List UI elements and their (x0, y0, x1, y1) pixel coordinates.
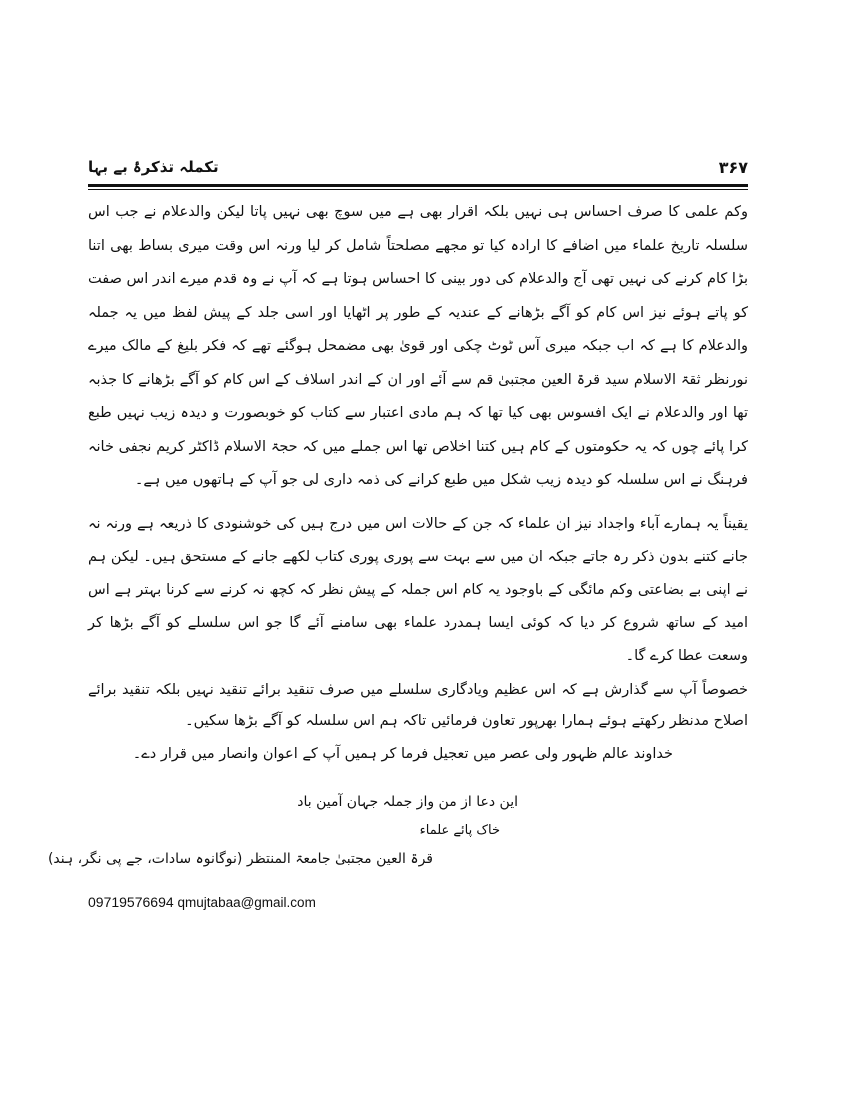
paragraph: خصوصاً آپ سے گذارش ہے کہ اس عظیم ویادگاری سلسلے میں صرف تنقید برائے تنقید نہیں بلکہ تنقید برائے اصلاح مدنظر رکھتے ہوئے ہمارا بھرپور تعاون فرمائیں تاکہ ہم اس سلسلہ کو آگے بڑھا سکیں۔ (88, 681, 748, 729)
contact-line (88, 894, 316, 910)
email-address: qmujtabaa@gmail.com (177, 895, 316, 910)
header-rule-thin (88, 189, 748, 190)
body-text (88, 196, 748, 770)
paragraph: خداوند عالم ظہور ولی عصر میں تعجیل فرما کر ہمیں آپ کے اعوان وانصار میں قرار دے۔ (132, 745, 673, 762)
page-header (88, 158, 748, 184)
page-number: ۳۶۷ (718, 158, 748, 177)
paragraph: وکم علمی کا صرف احساس ہی نہیں بلکہ اقرار بھی ہے میں سوچ بھی نہیں پاتا لیکن والدعلام نے جب اس سلسلہ تاریخ علماء میں اضافے کا ارادہ کیا تو مجھے مصلحتاً شامل کر لیا ورنہ اس وقت میری بساط بھی اتنا بڑا کام کرنے کی نہیں تھی آج والدعلام کی دور بینی کا احساس ہوتا ہے کہ آپ نے وہ قدم میرے اندر اس صفت کو پاتے ہوئے نیز اس کام کو آگے بڑھانے کے عندیہ کے طور پر اٹھایا اور اسی جلد کے پیش لفظ میں یہ جملہ والدعلام کا ہے کہ اب جبکہ میری آس ٹوٹ چکی اور قویٰ بھی مضمحل ہوگئے تھے کہ فکر بلیغ کے مالک میرے نورنظر ثقۃ الاسلام سید قرۃ العین مجتبیٰ قم سے آئے اور ان کے اندر اسلاف کے اس کام کو آگے بڑھانے کا جذبہ تھا اور والدعلام نے ایک افسوس بھی کیا تھا کہ ہم مادی اعتبار سے کتاب کو خوبصورت و دیدہ زیب نہیں طبع کرا پائے چوں کہ یہ حکومتوں کے کام ہیں کتنا اخلاص تھا اس جملے میں کہ حجۃ الاسلام ڈاکٹر کریم نجفی خانہ فرہنگ نے اس سلسلہ کو دیدہ زیب شکل میں طبع کرانے کی ذمہ داری لی جو آپ کے ہاتھوں میں ہے۔ (88, 204, 749, 488)
book-title: تکملہ تذکرۂ بے بہا (88, 158, 219, 176)
humble-closing: خاک پائے علماء (419, 823, 500, 838)
phone-number: 09719576694 (88, 894, 174, 910)
paragraph: یقیناً یہ ہمارے آباء واجداد نیز ان علماء کہ جن کے حالات اس میں درج ہیں کی خوشنودی کا ذریعہ ہے ورنہ نہ جانے کتنے بدون ذکر رہ جاتے جبکہ ان میں سے بہت سے پوری پوری کتاب لکھے جانے کے مستحق ہیں۔ لیکن ہم نے اپنی بے بضاعتی وکم مائگی کے باوجود یہ کام اس جملہ کے پیش نظر کہ کچھ نہ کرنے سے کرنا بہتر ہے اس امید کے ساتھ شروع کر دیا کہ کوئی ایسا ہمدرد علماء بھی سامنے آئے گا جو اس سلسلے کو آگے بڑھا کر وسعت عطا کرے گا۔ (88, 515, 748, 664)
author-signature: قرۃ العین مجتبیٰ جامعۃ المنتظر (نوگانوہ سادات، جے پی نگر، ہند) (47, 851, 433, 867)
closing-prayer: این دعا از من واز جملہ جہان آمین باد (297, 794, 518, 810)
header-rule-thick (88, 184, 748, 187)
